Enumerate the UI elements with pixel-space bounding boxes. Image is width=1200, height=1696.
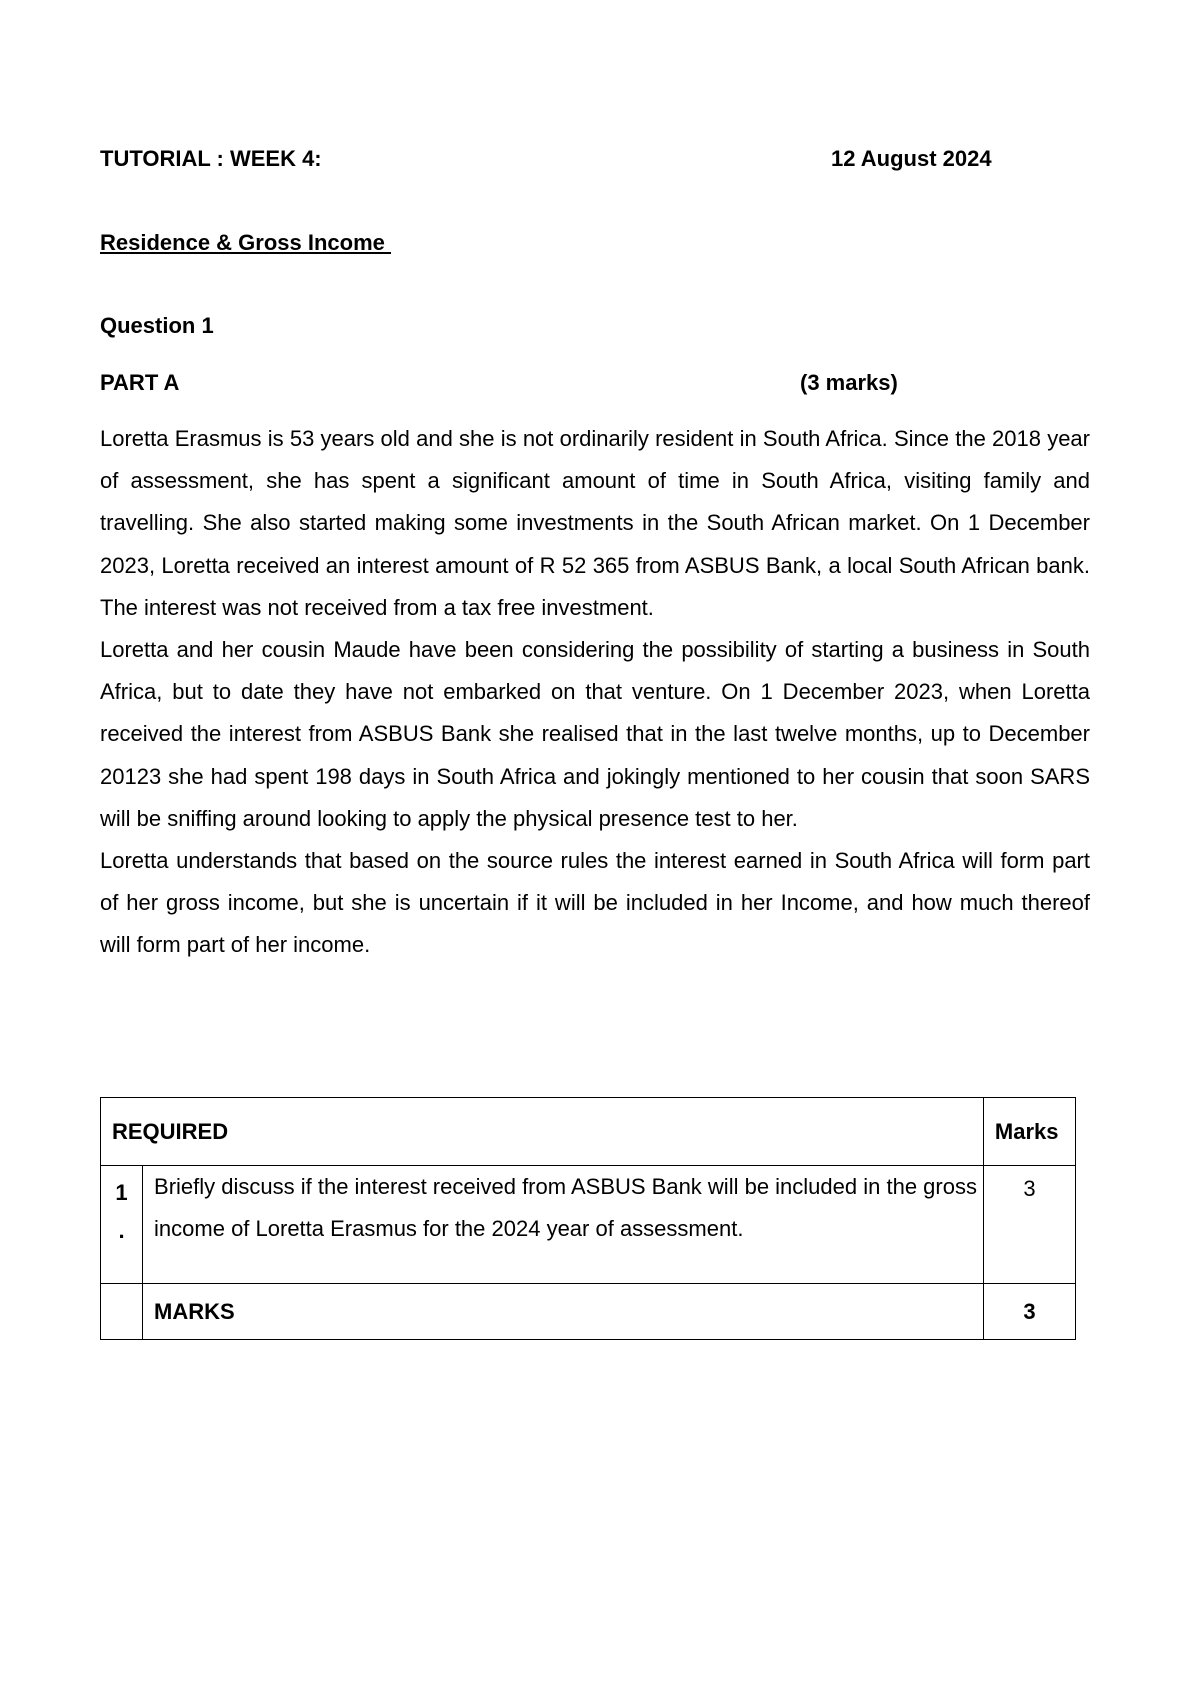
part-marks: (3 marks): [800, 370, 898, 395]
required-header: REQUIRED: [101, 1098, 984, 1166]
table-row: [101, 1166, 1076, 1284]
marks-header: Marks: [983, 1098, 1075, 1166]
item-number: [101, 1166, 143, 1284]
tutorial-date: 12 August 2024: [831, 146, 992, 171]
table-header-row: [101, 1098, 1076, 1166]
total-empty-cell: [101, 1284, 143, 1340]
part-label: PART A: [100, 370, 180, 395]
item-number-digit: 1: [115, 1180, 128, 1205]
item-marks: 3: [983, 1166, 1075, 1284]
total-value: 3: [983, 1284, 1075, 1340]
document-header: [100, 146, 1010, 172]
required-table: [100, 1097, 1076, 1340]
item-number-suffix: .: [118, 1218, 125, 1243]
table-total-row: [101, 1284, 1076, 1340]
section-title: Residence & Gross Income: [100, 230, 391, 255]
item-description: Briefly discuss if the interest received from ASBUS Bank will be included in the gross income of Loretta Erasmus for the 2024 year of assessment.: [143, 1166, 984, 1284]
total-label: MARKS: [143, 1284, 984, 1340]
body-paragraph-3: Loretta understands that based on the source rules the interest earned in South Africa will form part of her gross income, but she is uncertain if it will be included in her Income, and how much thereof will form part of her income.: [100, 848, 1090, 958]
body-paragraph-1: Loretta Erasmus is 53 years old and she is not ordinarily resident in South Africa. Since the 2018 year of assessment, she has spent a significant amount of time in South Africa, visiting family and travelling. She also started making some investments in the South African market. On 1 December 2023, Loretta received an interest amount of R 52 365 from ASBUS Bank, a local South African bank. The interest was not received from a tax free investment.: [100, 426, 1090, 620]
body-paragraph-2: Loretta and her cousin Maude have been considering the possibility of starting a business in South Africa, but to date they have not embarked on that venture. On 1 December 2023, when Loretta received the interest from ASBUS Bank she realised that in the last twelve months, up to December 20123 she had spent 198 days in South Africa and jokingly mentioned to her cousin that soon SARS will be sniffing around looking to apply the physical presence test to her.: [100, 637, 1090, 831]
question-body: [100, 418, 1090, 967]
question-title: Question 1: [100, 313, 214, 338]
part-heading: [100, 370, 1010, 396]
tutorial-title: TUTORIAL : WEEK 4:: [100, 146, 322, 171]
